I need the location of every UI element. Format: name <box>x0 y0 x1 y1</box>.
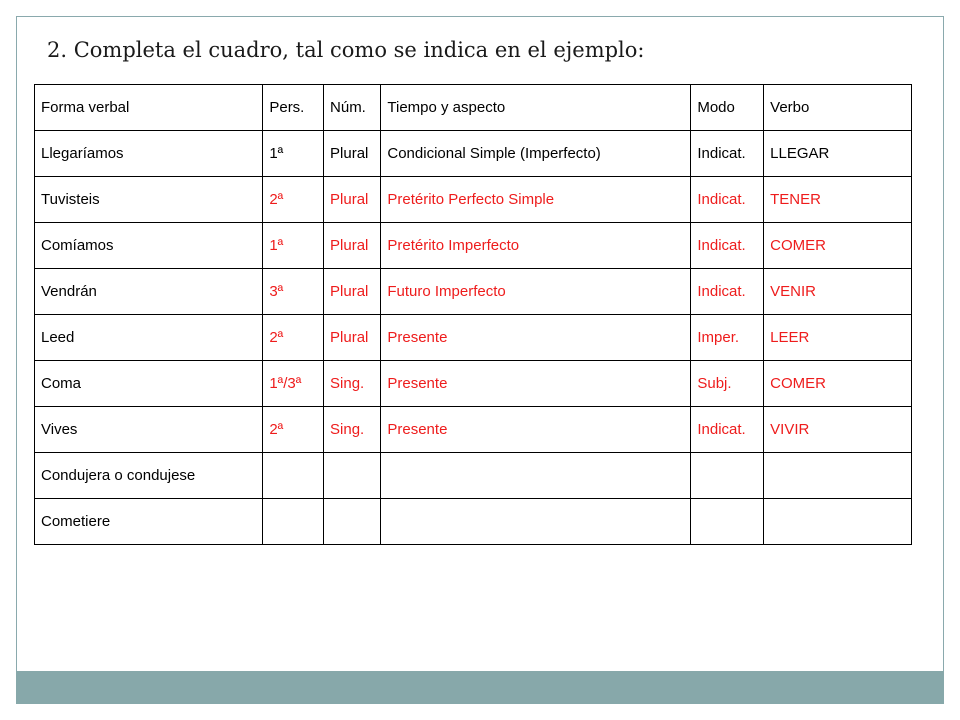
cell-tiempo-aspecto: Presente <box>381 361 691 407</box>
cell-numero: Sing. <box>324 407 381 453</box>
cell-forma-verbal: Leed <box>35 315 263 361</box>
cell-numero: Plural <box>324 223 381 269</box>
cell-verbo: VENIR <box>764 269 912 315</box>
table-row <box>35 315 912 361</box>
cell-forma-verbal: Condujera o condujese <box>35 453 263 499</box>
cell-persona: 1ª <box>263 223 324 269</box>
cell-modo: Indicat. <box>691 269 764 315</box>
table-row <box>35 177 912 223</box>
cell-verbo: VIVIR <box>764 407 912 453</box>
cell-numero: Plural <box>324 269 381 315</box>
cell-forma-verbal: Vendrán <box>35 269 263 315</box>
header-persona: Pers. <box>263 85 324 131</box>
cell-tiempo-aspecto: Presente <box>381 407 691 453</box>
cell-verbo: COMER <box>764 361 912 407</box>
table-row <box>35 131 912 177</box>
cell-tiempo-aspecto: Pretérito Imperfecto <box>381 223 691 269</box>
cell-tiempo-aspecto <box>381 453 691 499</box>
cell-tiempo-aspecto: Condicional Simple (Imperfecto) <box>381 131 691 177</box>
table-row <box>35 269 912 315</box>
table-row <box>35 223 912 269</box>
cell-verbo <box>764 453 912 499</box>
table-row <box>35 407 912 453</box>
header-modo: Modo <box>691 85 764 131</box>
cell-persona: 2ª <box>263 177 324 223</box>
header-tiempo-aspecto: Tiempo y aspecto <box>381 85 691 131</box>
cell-persona: 2ª <box>263 315 324 361</box>
header-verbo: Verbo <box>764 85 912 131</box>
cell-forma-verbal: Cometiere <box>35 499 263 545</box>
cell-modo: Indicat. <box>691 177 764 223</box>
cell-modo <box>691 499 764 545</box>
slide-title: 2. Completa el cuadro, tal como se indica en el ejemplo: <box>47 38 645 62</box>
cell-forma-verbal: Vives <box>35 407 263 453</box>
cell-persona <box>263 499 324 545</box>
cell-modo: Indicat. <box>691 131 764 177</box>
cell-tiempo-aspecto <box>381 499 691 545</box>
header-forma-verbal: Forma verbal <box>35 85 263 131</box>
cell-tiempo-aspecto: Pretérito Perfecto Simple <box>381 177 691 223</box>
cell-verbo: LEER <box>764 315 912 361</box>
cell-numero: Plural <box>324 177 381 223</box>
cell-numero <box>324 499 381 545</box>
cell-modo: Imper. <box>691 315 764 361</box>
table-row <box>35 361 912 407</box>
table-header-row <box>35 85 912 131</box>
cell-persona: 1ª/3ª <box>263 361 324 407</box>
header-numero: Núm. <box>324 85 381 131</box>
slide-bottom-bar <box>16 671 944 704</box>
cell-tiempo-aspecto: Futuro Imperfecto <box>381 269 691 315</box>
cell-tiempo-aspecto: Presente <box>381 315 691 361</box>
table-row <box>35 499 912 545</box>
cell-numero: Plural <box>324 315 381 361</box>
table-row <box>35 453 912 499</box>
cell-verbo <box>764 499 912 545</box>
cell-numero: Sing. <box>324 361 381 407</box>
cell-numero <box>324 453 381 499</box>
verb-conjugation-table <box>34 84 912 545</box>
cell-verbo: COMER <box>764 223 912 269</box>
cell-persona: 1ª <box>263 131 324 177</box>
cell-verbo: LLEGAR <box>764 131 912 177</box>
cell-forma-verbal: Comíamos <box>35 223 263 269</box>
cell-forma-verbal: Llegaríamos <box>35 131 263 177</box>
cell-modo: Indicat. <box>691 223 764 269</box>
cell-forma-verbal: Coma <box>35 361 263 407</box>
cell-persona <box>263 453 324 499</box>
cell-persona: 3ª <box>263 269 324 315</box>
cell-persona: 2ª <box>263 407 324 453</box>
cell-modo: Subj. <box>691 361 764 407</box>
cell-numero: Plural <box>324 131 381 177</box>
cell-modo <box>691 453 764 499</box>
cell-verbo: TENER <box>764 177 912 223</box>
cell-forma-verbal: Tuvisteis <box>35 177 263 223</box>
cell-modo: Indicat. <box>691 407 764 453</box>
